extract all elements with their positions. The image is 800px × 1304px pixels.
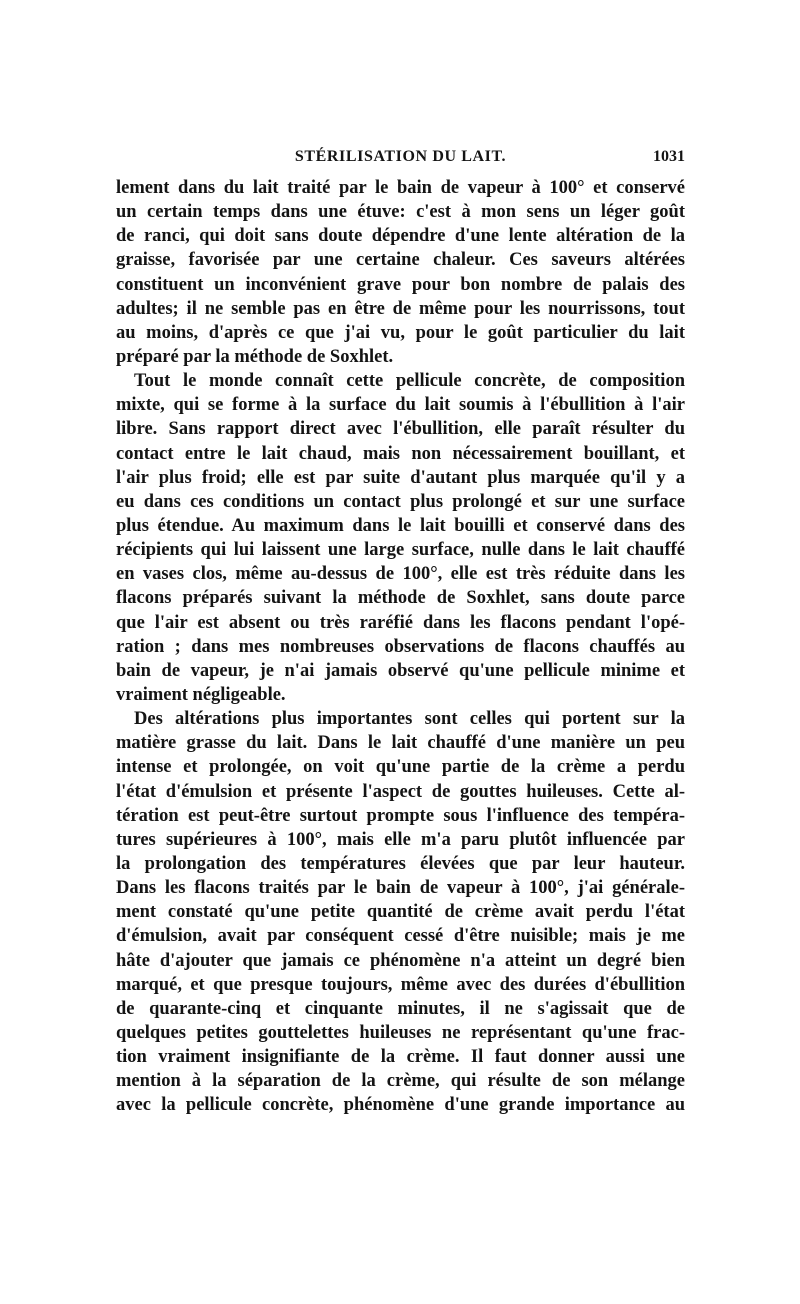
- text-line: eu dans ces conditions un contact plus prolongé et sur une surface: [116, 491, 685, 512]
- text-line: contact entre le lait chaud, mais non nécessairement bouillant, et: [116, 443, 685, 464]
- text-line: que l'air est absent ou très raréfié dans les flacons pendant l'opé-: [116, 612, 685, 633]
- text-line: tures supérieures à 100°, mais elle m'a paru plutôt influencée par: [116, 829, 685, 850]
- paragraph-first-line: Tout le monde connaît cette pellicule concrète, de composition: [134, 371, 685, 392]
- text-line: de quarante-cinq et cinquante minutes, il ne s'agissait que de: [116, 998, 685, 1019]
- text-line: préparé par la méthode de Soxhlet.: [116, 346, 394, 367]
- page-number: 1031: [653, 148, 685, 165]
- text-line: avec la pellicule concrète, phénomène d'une grande importance au: [116, 1095, 685, 1116]
- text-line: hâte d'ajouter que jamais ce phénomène n'a atteint un degré bien: [116, 950, 685, 971]
- text-line: flacons préparés suivant la méthode de Soxhlet, sans doute parce: [116, 588, 685, 609]
- text-line: récipients qui lui laissent une large surface, nulle dans le lait chauffé: [116, 540, 685, 561]
- text-line: intense et prolongée, on voit qu'une partie de la crème a perdu: [116, 757, 685, 778]
- text-line: ment constaté qu'une petite quantité de crème avait perdu l'état: [116, 902, 685, 923]
- text-line: lement dans du lait traité par le bain de vapeur à 100° et conservé: [116, 178, 685, 198]
- text-line: un certain temps dans une étuve: c'est à mon sens un léger goût: [116, 202, 685, 223]
- running-header: [116, 148, 685, 172]
- text-line: quelques petites gouttelettes huileuses ne représentant qu'une frac-: [116, 1022, 685, 1043]
- text-line: ration ; dans mes nombreuses observations de flacons chauffés au: [116, 636, 685, 657]
- text-line: mixte, qui se forme à la surface du lait soumis à l'ébullition à l'air: [116, 395, 685, 416]
- text-line: vraiment négligeable.: [116, 684, 286, 705]
- text-line: constituent un inconvénient grave pour bon nombre de palais des: [116, 274, 685, 295]
- text-line: mention à la séparation de la crème, qui résulte de son mélange: [116, 1071, 685, 1092]
- text-line: tération est peut-être surtout prompte sous l'influence des tempéra-: [116, 805, 685, 826]
- text-line: au moins, d'après ce que j'ai vu, pour le goût particulier du lait: [116, 322, 685, 343]
- text-line: matière grasse du lait. Dans le lait chauffé d'une manière un peu: [116, 733, 685, 754]
- text-line: adultes; il ne semble pas en être de même pour les nourrissons, tout: [116, 298, 685, 319]
- text-line: bain de vapeur, je n'ai jamais observé qu'une pellicule minime et: [116, 660, 685, 681]
- body-text: [116, 176, 685, 1117]
- text-line: graisse, favorisée par une certaine chaleur. Ces saveurs altérées: [116, 250, 685, 271]
- text-line: l'état d'émulsion et présente l'aspect de gouttes huileuses. Cette al-: [116, 781, 685, 802]
- text-line: de ranci, qui doit sans doute dépendre d'une lente altération de la: [116, 226, 685, 247]
- text-line: Dans les flacons traités par le bain de vapeur à 100°, j'ai générale-: [116, 878, 685, 899]
- text-line: plus étendue. Au maximum dans le lait bouilli et conservé dans des: [116, 515, 685, 536]
- text-line: d'émulsion, avait par conséquent cessé d'être nuisible; mais je me: [116, 926, 685, 947]
- running-title: STÉRILISATION DU LAIT.: [294, 148, 507, 165]
- text-line: en vases clos, même au-dessus de 100°, elle est très réduite dans les: [116, 564, 685, 585]
- paragraph-first-line: Des altérations plus importantes sont celles qui portent sur la: [134, 709, 685, 730]
- text-line: l'air plus froid; elle est par suite d'autant plus marquée qu'il y a: [116, 467, 685, 488]
- text-line: marqué, et que presque toujours, même avec des durées d'ébullition: [116, 974, 685, 995]
- text-line: libre. Sans rapport direct avec l'ébullition, elle paraît résulter du: [116, 419, 685, 440]
- text-line: la prolongation des températures élevées que par leur hauteur.: [116, 853, 685, 874]
- text-line: tion vraiment insignifiante de la crème. Il faut donner aussi une: [116, 1047, 685, 1068]
